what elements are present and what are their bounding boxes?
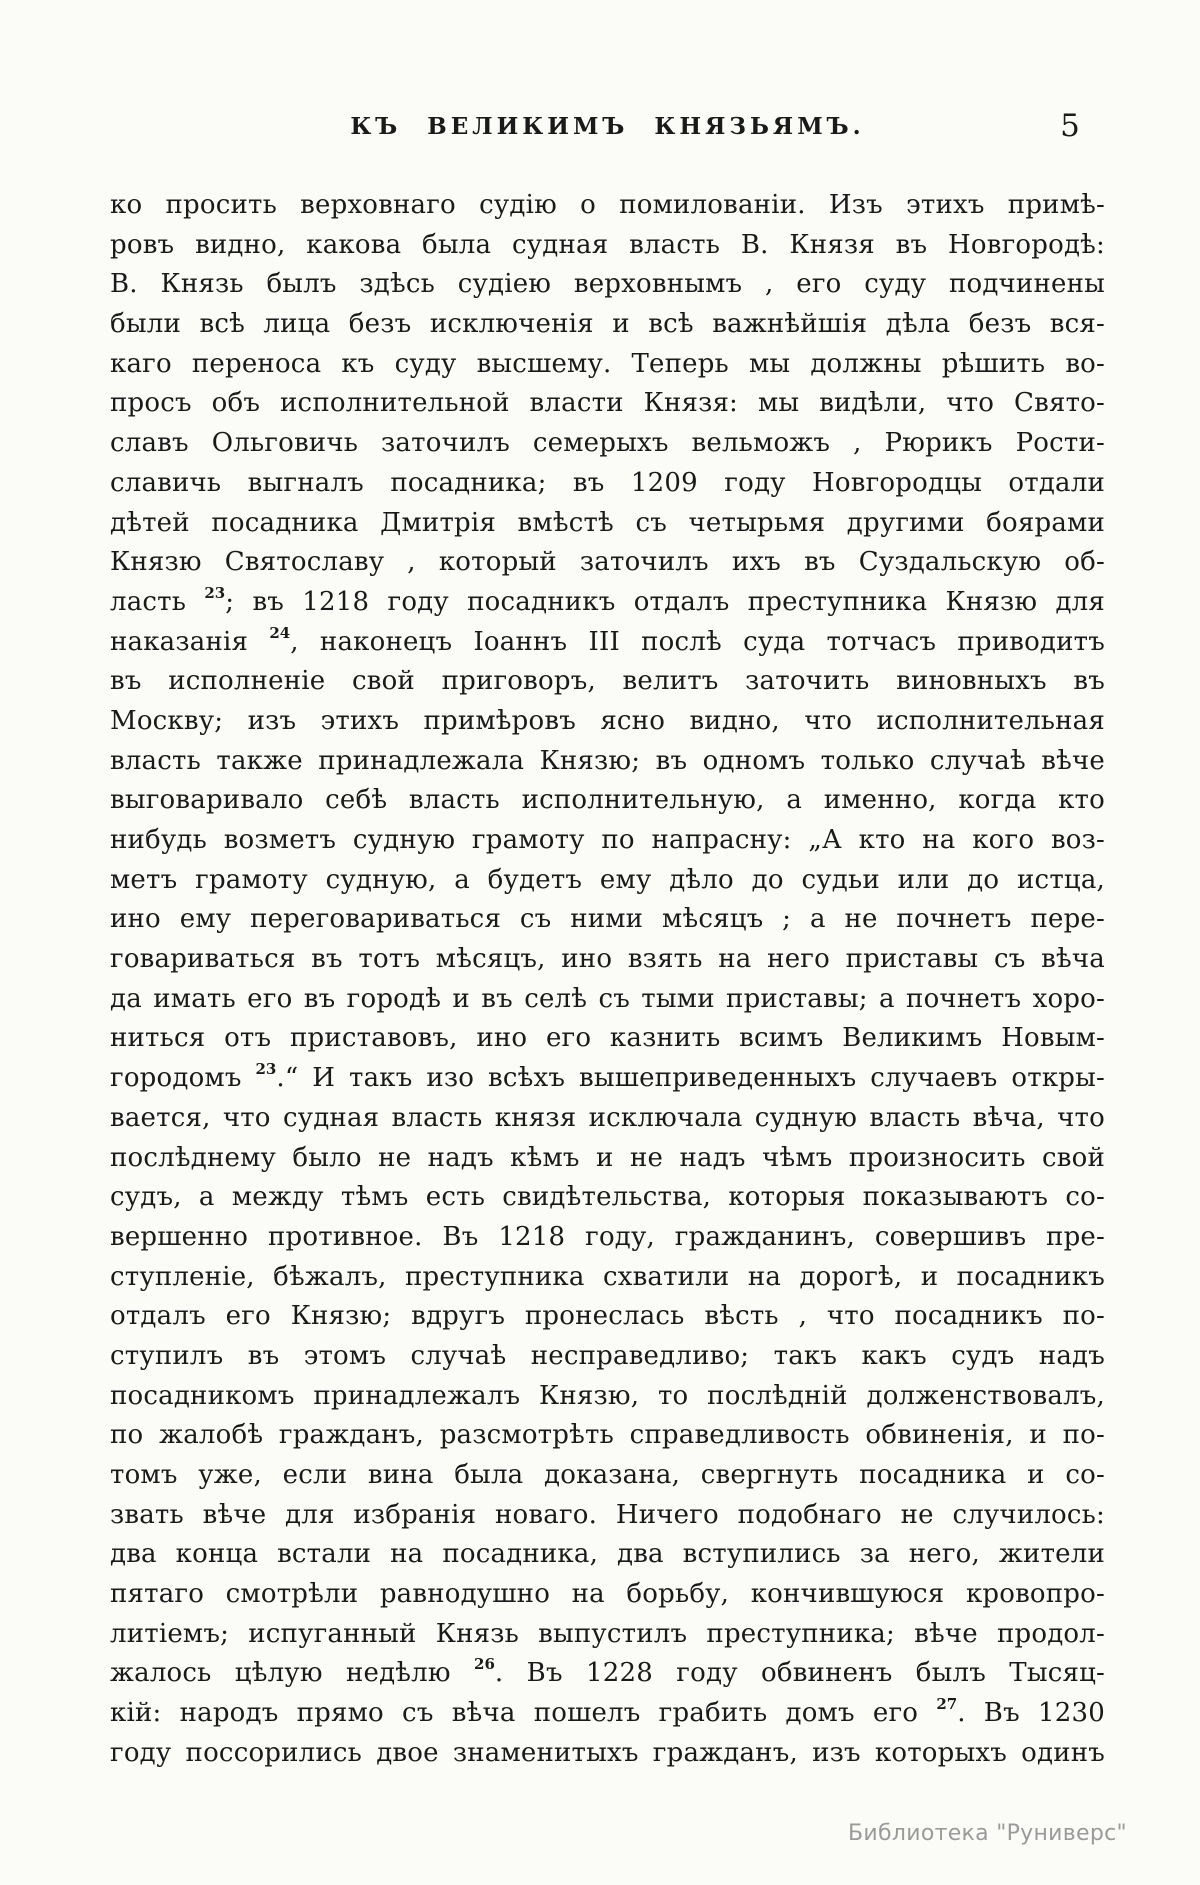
text-line: году поссорились двое знаменитыхъ гражданъ, изъ которыхъ одинъ	[110, 1737, 1105, 1768]
library-watermark: Библиотека "Руниверс"	[848, 1821, 1127, 1846]
text-line: наказанія $^{24}$, наконецъ Іоаннъ III послѣ суда тотчасъ приводитъ	[110, 623, 1105, 657]
text-line: ступленіе, бѣжалъ, преступника схватили на дорогѣ, и посадникъ	[110, 1261, 1105, 1292]
text-line: нибудь возметъ судную грамоту по напрасну: „А кто на кого воз-	[110, 825, 1105, 855]
text-line: просъ объ исполнительной власти Князя: мы видѣли, что Свято-	[110, 388, 1105, 419]
text-line: В. Князь былъ здѣсь судіею верховнымъ , его суду подчинены	[110, 269, 1105, 300]
text-line: по жалобѣ гражданъ, разсмотрѣть справедливость обвиненія, и по-	[110, 1420, 1105, 1451]
text-line: говариваться въ тотъ мѣсяцъ, ино взять на него приставы съ вѣча	[110, 944, 1105, 975]
footnote-reference: 26	[474, 1655, 495, 1674]
footnote-reference: 27	[936, 1695, 958, 1714]
text-line: дѣтей посадника Дмитрія вмѣстѣ съ четырьмя другими боярами	[110, 507, 1105, 538]
text-line: литіемъ; испуганный Князь выпустилъ преступника; вѣче продол-	[110, 1618, 1105, 1649]
text-line: выговаривало себѣ власть исполнительную, а именно, когда кто	[110, 785, 1105, 816]
text-line: ино ему переговариваться съ ними мѣсяцъ ; а не почнетъ пере-	[110, 904, 1105, 935]
text-line: славичь выгналъ посадника; въ 1209 году Новгородцы отдали	[110, 467, 1105, 498]
text-line: судъ, а между тѣмъ есть свидѣтельства, которыя показываютъ со-	[110, 1182, 1105, 1213]
page-number: 5	[1060, 108, 1080, 144]
text-line: ласть $^{23}$; въ 1218 году посадникъ отдалъ преступника Князю для	[110, 583, 1105, 617]
text-line: жалось цѣлую недѣлю $^{26}$. Въ 1228 году обвиненъ былъ Тысяц-	[110, 1655, 1105, 1689]
text-line: Москву; изъ этихъ примѣровъ ясно видно, что исполнительная	[110, 705, 1105, 736]
text-line: послѣднему было не надъ кѣмъ и не надъ чѣмъ произносить свой	[110, 1142, 1105, 1173]
footnote-reference: 23	[255, 1060, 277, 1079]
text-line: звать вѣче для избранія новаго. Ничего подобнаго не случилось:	[110, 1499, 1105, 1530]
text-line: метъ грамоту судную, а будетъ ему дѣло до судьи или до истца,	[110, 864, 1105, 895]
text-line: ко просить верховнаго судію о помилованіи. Изъ этихъ примѣ-	[110, 190, 1105, 220]
text-line: городомъ $^{23}$.“ И такъ изо всѣхъ вышеприведенныхъ случаевъ откры-	[110, 1060, 1105, 1094]
text-line: вершенно противное. Въ 1218 году, гражданинъ, совершивъ пре-	[110, 1221, 1105, 1252]
text-line: въ исполненіе свой приговоръ, велитъ заточить виновныхъ въ	[110, 666, 1105, 697]
text-line: ниться отъ приставовъ, ино его казнить всимъ Великимъ Новым-	[110, 1023, 1105, 1054]
text-line: каго переноса къ суду высшему. Теперь мы должны рѣшить во-	[110, 348, 1105, 379]
text-line: славъ Ольговичь заточилъ семерыхъ вельможъ , Рюрикъ Рости-	[110, 428, 1105, 459]
text-line: посадникомъ принадлежалъ Князю, то послѣдній долженствовалъ,	[110, 1380, 1105, 1411]
text-line: вается, что судная власть князя исключала судную власть вѣча, что	[110, 1102, 1105, 1133]
running-header-title: КЪ ВЕЛИКИМЪ КНЯЗЬЯМЪ.	[350, 113, 865, 140]
text-line: кій: народъ прямо съ вѣча пошелъ грабить домъ его $^{27}$. Въ 1230	[110, 1695, 1105, 1729]
footnote-reference: 24	[269, 623, 291, 642]
text-line: ровъ видно, какова была судная власть В. Князя въ Новгородѣ:	[110, 229, 1105, 260]
text-line: два конца встали на посадника, два вступились за него, жители	[110, 1539, 1105, 1570]
text-line: ступилъ въ этомъ случаѣ несправедливо; такъ какъ судъ надъ	[110, 1340, 1105, 1371]
text-line: пятаго смотрѣли равнодушно на борьбу, кончившуюся кровопро-	[110, 1579, 1105, 1610]
text-line: власть также принадлежала Князю; въ одномъ только случаѣ вѣче	[110, 745, 1105, 776]
page-text	[110, 186, 1105, 1774]
text-line: да имать его въ городѣ и въ селѣ съ тыми приставы; а почнетъ хоро-	[110, 983, 1105, 1014]
text-line: были всѣ лица безъ исключенія и всѣ важнѣйшія дѣла безъ вся-	[110, 309, 1105, 340]
text-line: Князю Святославу , который заточилъ ихъ въ Суздальскую об-	[110, 547, 1105, 578]
footnote-reference: 23	[204, 583, 226, 602]
text-line: томъ уже, если вина была доказана, свергнуть посадника и со-	[110, 1460, 1105, 1490]
text-line: отдалъ его Князю; вдругъ пронеслась вѣсть , что посадникъ по-	[110, 1301, 1105, 1332]
